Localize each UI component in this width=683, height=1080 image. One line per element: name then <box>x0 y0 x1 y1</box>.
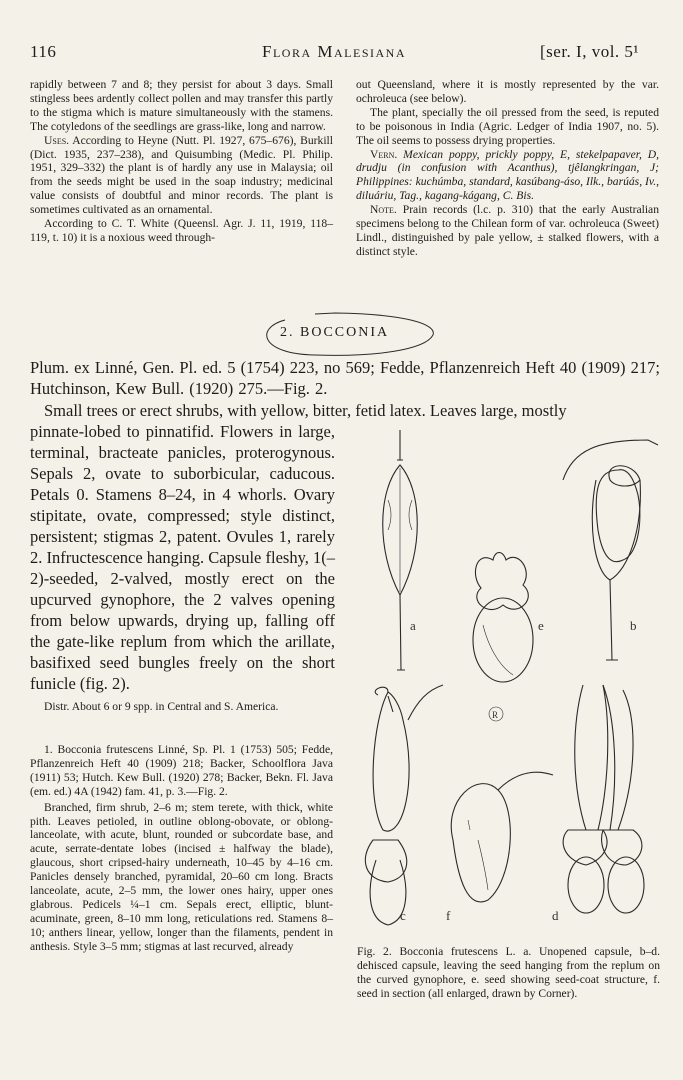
label-a: a <box>410 618 416 633</box>
vern-text: Mexican poppy, prickly poppy, E, stekelpapaver, D, drudju (in confusion with Acanthus), tjêlangkringan, J; Philippines: kuchúmba, standard, kasúbang-áso, Ilk., barúás, Iv., diluáriu, Tag., kagang-kágang, C. Bis. <box>356 147 659 203</box>
paragraph-vernacular <box>356 148 659 204</box>
genus-description-lead: Small trees or erect shrubs, with yellow, bitter, fetid latex. Leaves large, mostly <box>44 401 567 420</box>
species-block <box>30 743 333 954</box>
capsule-c-drawing <box>365 685 443 925</box>
figure-illustration <box>348 420 668 940</box>
species-title: 1. Bocconia frutescens Linné, Sp. Pl. 1 (1753) 505; Fedde, Pflanzenreich Heft 40 (1909) 218; Backer, Schoolflora Java (1911) 53; Hutch. Kew Bull. (1920) 278; Backer, Bekn. Fl. Java (em. ed.) 4A (1942) fam. 41, p. 3.—Fig. 2. <box>30 743 333 798</box>
label-f: f <box>446 908 451 923</box>
page-number: 116 <box>30 42 57 61</box>
genus-distribution: Distr. About 6 or 9 spp. in Central and S. America. <box>44 700 279 713</box>
label-c: c <box>400 908 406 923</box>
label-d: d <box>552 908 559 923</box>
paragraph-note <box>356 203 659 259</box>
series-volume: [ser. I, vol. 5¹ <box>540 42 640 61</box>
vern-lead: Vern. <box>370 147 398 161</box>
note-lead: Note. <box>370 203 397 217</box>
paragraph-pollination: rapidly between 7 and 8; they persist for about 3 days. Small stingless bees ardently collect pollen and may transfer this partly to the stigma which is mature simultaneously with the stamens. The cotyledons of the seedlings are grass-like, long and narrow. <box>30 78 333 133</box>
genus-heading: 2. BOCCONIA <box>280 325 390 340</box>
genus-description: pinnate-lobed to pinnatifid. Flowers in large, terminal, bracteate panicles, proterogynous. Sepals 2, ovate to suborbicular, caducous. Petals 0. Stamens 8–24, in 4 whorls. Ovary stipitate, ovate, compressed; style distinct, persistent; stigmas 2, patent. Ovules 1, rarely 2. Infructescence hanging. Capsule fleshy, 1(–2)-seeded, 2-valved, mostly erect on the upcurved gynophore, the 2 valves opening from below upwards, drying up, falling off the gate-like replum from which the arillate, basifixed seed bungles freely on the short funicle (fig. 2). <box>30 422 335 693</box>
figure-caption: Fig. 2. Bocconia frutescens L. a. Unopened capsule, b–d. dehisced capsule, leaving the seed hanging from the replum on the curved gynophore, e. seed showing seed-coat structure, f. seed in section (all enlarged, drawn by Corner). <box>357 945 660 1000</box>
uses-text: According to Heyne (Nutt. Pl. 1927, 675–676), Burkill (Dict. 1935, 237–238), and Quisumbing (Medic. Pl. Philip. 1951, 329–332) the plant is of hardly any use in Malaysia; oil from the seeds might be used in the soap industry; medicinal value consists of doubtful and minor records. The plant is sometimes cultivated as an ornamental. <box>30 133 333 217</box>
label-r: R <box>492 710 499 720</box>
label-b: b <box>630 618 637 633</box>
paragraph-uses <box>30 134 333 217</box>
running-title: Flora Malesiana <box>262 42 406 61</box>
left-column-top <box>30 78 333 245</box>
note-text: Prain records (l.c. p. 310) that the early Australian specimens belong to the Chilean form of var. ochroleuca (Sweet) Lindl., distinguished by pale yellow, ± stalked flowers, with a distinct style. <box>356 203 659 258</box>
label-e: e <box>538 618 544 633</box>
paragraph-white: According to C. T. White (Queensl. Agr. J. 11, 1919, 118–119, t. 10) it is a noxious weed through- <box>30 217 333 244</box>
right-column-top <box>356 78 659 259</box>
uses-lead: Uses. <box>44 133 70 147</box>
genus-citation: Plum. ex Linné, Gen. Pl. ed. 5 (1754) 223, no 569; Fedde, Pflanzenreich Heft 40 (1909) 217; Hutchinson, Kew Bull. (1920) 275.—Fig. 2. <box>30 358 660 398</box>
capsule-a-drawing <box>383 430 418 670</box>
capsule-d-drawing <box>563 685 644 913</box>
seed-e-drawing <box>473 553 533 683</box>
capsule-b-drawing <box>563 440 658 660</box>
paragraph-poisonous: The plant, specially the oil pressed from the seed, is reputed to be poisonous in India (Agric. Ledger of India 1907, no. 5). The oil seems to possess drying properties. <box>356 105 659 147</box>
paragraph-queensland: out Queensland, where it is mostly represented by the var. ochroleuca (see below). <box>356 78 659 105</box>
seed-f-drawing <box>451 772 553 902</box>
species-description: Branched, firm shrub, 2–6 m; stem terete, with thick, white pith. Leaves petioled, in outline oblong-obovate, or oblong-lanceolate, with acute, blunt, rounded or subcordate base, and acute, serrate-dentate lobes (incised ± halfway the blade), glaucous, short cripsed-hairy underneath, 10–45 by 4–16 cm. Panicles densely branched, pyramidal, 20–60 cm long. Bracts lanceolate, acute, 2–5 mm, the lower ones hairy, upper ones glabrous. Pedicels ¼–1 cm. Sepals erect, elliptic, blunt-acuminate, green, 8–10 mm long, reticulations red. Stamens 8–10; anthers linear, yellow, longer than the filaments, pendent in anthesis. Style 3–5 mm; stigmas at last recurved, already <box>30 800 333 953</box>
